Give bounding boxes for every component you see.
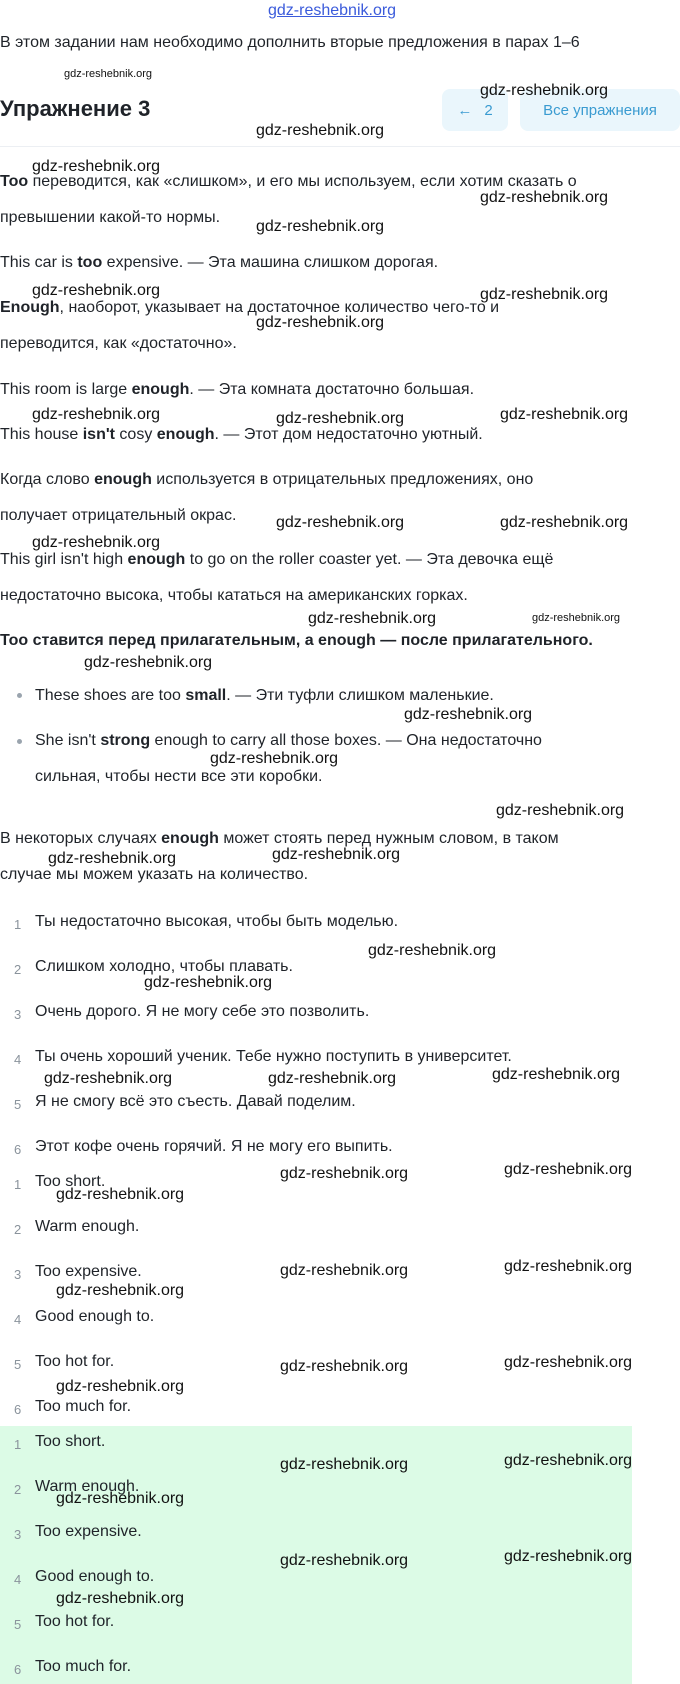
answer-number: 3	[14, 1527, 22, 1542]
example-sentence: This car is too expensive. — Эта машина слишком дорогая.	[0, 254, 439, 271]
list-item-2: сильная, чтобы нести все эти коробки.	[35, 768, 323, 785]
rule-text: Too ставится перед прилагательным, а enough — после прилагательного.	[0, 632, 593, 649]
fill-number: 6	[14, 1402, 22, 1417]
watermark: gdz-reshebnik.org	[280, 1456, 409, 1473]
watermark: gdz-reshebnik.org	[276, 514, 405, 531]
watermark: gdz-reshebnik.org	[256, 314, 385, 331]
watermark: gdz-reshebnik.org	[280, 1358, 409, 1375]
task-text: Этот кофе очень горячий. Я не могу его выпить.	[35, 1138, 393, 1155]
fill-number: 3	[14, 1267, 22, 1282]
watermark: gdz-reshebnik.org	[492, 1066, 621, 1083]
watermark: gdz-reshebnik.org	[268, 1070, 397, 1087]
divider	[0, 146, 680, 147]
example-sentence-2: недостаточно высока, чтобы кататься на американских горках.	[0, 587, 468, 604]
fill-text: Warm enough.	[35, 1218, 140, 1235]
fill-number: 5	[14, 1357, 22, 1372]
task-number: 2	[14, 962, 22, 977]
watermark: gdz-reshebnik.org	[280, 1262, 409, 1279]
fill-number: 2	[14, 1222, 22, 1237]
watermark: gdz-reshebnik.org	[32, 406, 161, 423]
watermark: gdz-reshebnik.org	[32, 158, 161, 175]
bullet-dot	[17, 739, 22, 744]
answer-text: Too much for.	[35, 1658, 132, 1675]
task-text: Я не смогу всё это съесть. Давай поделим.	[35, 1093, 356, 1110]
watermark: gdz-reshebnik.org	[276, 410, 405, 427]
watermark: gdz-reshebnik.org	[48, 850, 177, 867]
page-title: Упражнение 3	[0, 96, 151, 121]
task-text: Слишком холодно, чтобы плавать.	[35, 958, 293, 975]
answer-number: 1	[14, 1437, 22, 1452]
watermark: gdz-reshebnik.org	[144, 974, 273, 991]
example-sentence: This house isn't cosy enough. — Этот дом недостаточно уютный.	[0, 426, 483, 443]
watermark: gdz-reshebnik.org	[272, 846, 401, 863]
watermark: gdz-reshebnik.org	[280, 1165, 409, 1182]
watermark: gdz-reshebnik.org	[32, 534, 161, 551]
watermark: gdz-reshebnik.org	[480, 286, 609, 303]
example-sentence: This girl isn't high enough to go on the roller coaster yet. — Эта девочка ещё	[0, 551, 554, 568]
too-definition: Too переводится, как «слишком», и его мы используем, если хотим сказать о	[0, 173, 577, 190]
watermark: gdz-reshebnik.org	[32, 282, 161, 299]
list-item: These shoes are too small. — Эти туфли слишком маленькие.	[35, 687, 494, 704]
answer-number: 2	[14, 1482, 22, 1497]
watermark: gdz-reshebnik.org	[64, 68, 153, 80]
watermark: gdz-reshebnik.org	[56, 1490, 185, 1507]
intro-text: В этом задании нам необходимо дополнить вторые предложения в парах 1–6	[0, 34, 580, 51]
task-number: 4	[14, 1052, 22, 1067]
prev-exercise-label: 2	[484, 101, 493, 119]
answer-number: 5	[14, 1617, 22, 1632]
some-cases-note-2: случае мы можем указать на количество.	[0, 866, 309, 883]
answer-text: Too expensive.	[35, 1523, 142, 1540]
fill-text: Too short.	[35, 1173, 106, 1190]
watermark: gdz-reshebnik.org	[480, 189, 609, 206]
task-text: Очень дорого. Я не могу себе это позволить.	[35, 1003, 370, 1020]
watermark: gdz-reshebnik.org	[500, 406, 629, 423]
enough-definition-2: переводится, как «достаточно».	[0, 335, 237, 352]
some-cases-note: В некоторых случаях enough может стоять перед нужным словом, в таком	[0, 830, 559, 847]
watermark: gdz-reshebnik.org	[210, 750, 339, 767]
task-number: 1	[14, 917, 22, 932]
task-text: Ты очень хороший ученик. Тебе нужно поступить в университет.	[35, 1048, 512, 1065]
watermark: gdz-reshebnik.org	[504, 1548, 633, 1565]
bullet-dot	[17, 693, 22, 698]
fill-text: Too much for.	[35, 1398, 132, 1415]
watermark: gdz-reshebnik.org	[256, 122, 385, 139]
watermark: gdz-reshebnik.org	[480, 82, 609, 99]
example-sentence: This room is large enough. — Эта комната достаточно большая.	[0, 381, 475, 398]
answer-number: 6	[14, 1662, 22, 1677]
watermark: gdz-reshebnik.org	[56, 1378, 185, 1395]
watermark: gdz-reshebnik.org	[504, 1161, 633, 1178]
too-definition-2: превышении какой-то нормы.	[0, 209, 221, 226]
answer-text: Too hot for.	[35, 1613, 115, 1630]
watermark: gdz-reshebnik.org	[504, 1354, 633, 1371]
arrow-left-icon: ←	[457, 101, 473, 119]
task-text: Ты недостаточно высокая, чтобы быть моделью.	[35, 913, 399, 930]
negative-note-2: получает отрицательный окрас.	[0, 507, 237, 524]
watermark: gdz-reshebnik.org	[44, 1070, 173, 1087]
task-number: 3	[14, 1007, 22, 1022]
watermark: gdz-reshebnik.org	[532, 612, 621, 624]
watermark: gdz-reshebnik.org	[280, 1552, 409, 1569]
watermark: gdz-reshebnik.org	[504, 1258, 633, 1275]
watermark: gdz-reshebnik.org	[500, 514, 629, 531]
watermark: gdz-reshebnik.org	[56, 1590, 185, 1607]
all-exercises-label: Все упражнения	[543, 101, 657, 119]
negative-note: Когда слово enough используется в отрицательных предложениях, оно	[0, 471, 534, 488]
watermark: gdz-reshebnik.org	[496, 802, 625, 819]
watermark: gdz-reshebnik.org	[56, 1282, 185, 1299]
answer-text: Good enough to.	[35, 1568, 155, 1585]
watermark: gdz-reshebnik.org	[504, 1452, 633, 1469]
fill-text: Too hot for.	[35, 1353, 115, 1370]
watermark: gdz-reshebnik.org	[308, 610, 437, 627]
list-item: She isn't strong enough to carry all those boxes. — Она недостаточно	[35, 732, 542, 749]
watermark: gdz-reshebnik.org	[256, 218, 385, 235]
answer-text: Warm enough.	[35, 1478, 140, 1495]
task-number: 6	[14, 1142, 22, 1157]
task-number: 5	[14, 1097, 22, 1112]
fill-number: 1	[14, 1177, 22, 1192]
answer-text: Too short.	[35, 1433, 106, 1450]
fill-number: 4	[14, 1312, 22, 1327]
watermark-link[interactable]: gdz-reshebnik.org	[268, 2, 397, 19]
watermark: gdz-reshebnik.org	[84, 654, 213, 671]
fill-text: Too expensive.	[35, 1263, 142, 1280]
enough-definition: Enough, наоборот, указывает на достаточное количество чего-то и	[0, 299, 500, 316]
answer-number: 4	[14, 1572, 22, 1587]
fill-text: Good enough to.	[35, 1308, 155, 1325]
watermark: gdz-reshebnik.org	[368, 942, 497, 959]
watermark: gdz-reshebnik.org	[404, 706, 533, 723]
watermark: gdz-reshebnik.org	[56, 1186, 185, 1203]
